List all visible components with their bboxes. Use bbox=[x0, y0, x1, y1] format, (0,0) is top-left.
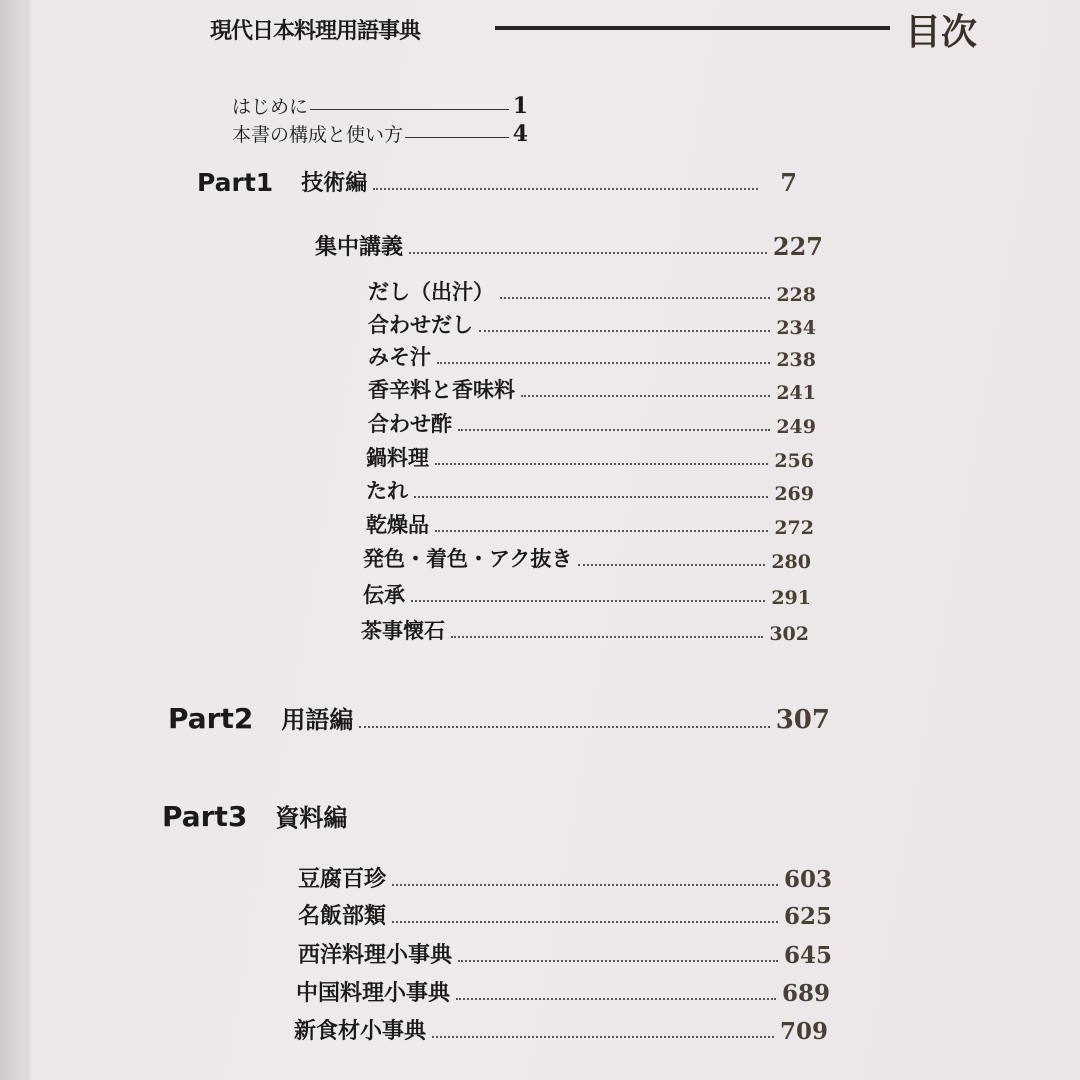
toc-part-1[interactable] bbox=[197, 166, 797, 197]
toc-label: 伝承 bbox=[363, 582, 405, 607]
toc-label: 茶事懐石 bbox=[361, 618, 445, 643]
toc-page: 7 bbox=[780, 168, 797, 197]
leader-dots bbox=[359, 726, 769, 728]
leader-dots bbox=[392, 884, 778, 886]
toc-entry[interactable] bbox=[368, 374, 816, 404]
leader-dots bbox=[435, 530, 768, 532]
toc-label: 鍋料理 bbox=[366, 445, 429, 470]
leader-dots bbox=[432, 1036, 774, 1038]
leader-dots bbox=[411, 600, 765, 602]
toc-entry[interactable] bbox=[298, 938, 832, 969]
toc-page: 280 bbox=[771, 551, 811, 573]
toc-page: 625 bbox=[783, 903, 832, 930]
leader-dots bbox=[456, 998, 776, 1000]
leader-dots bbox=[479, 330, 770, 332]
toc-page: 709 bbox=[779, 1018, 828, 1045]
leader-dots bbox=[437, 362, 770, 364]
toc-label: 西洋料理小事典 bbox=[298, 942, 453, 968]
leader-dots bbox=[578, 564, 765, 566]
toc-page: 256 bbox=[774, 450, 814, 472]
leader-dots bbox=[458, 960, 778, 962]
toc-label: 乾燥品 bbox=[366, 512, 429, 537]
toc-entry[interactable] bbox=[366, 442, 814, 472]
toc-entry[interactable] bbox=[368, 408, 816, 438]
part-label: Part3 bbox=[162, 800, 248, 833]
toc-entry[interactable] bbox=[298, 899, 832, 930]
toc-label: 香辛料と香味料 bbox=[368, 377, 515, 402]
leader-dots bbox=[409, 252, 767, 254]
toc-page: 302 bbox=[769, 623, 809, 645]
part-title: 技術編 bbox=[301, 171, 368, 196]
toc-label: みそ汁 bbox=[368, 344, 431, 369]
toc-label: たれ bbox=[366, 478, 408, 503]
leader-dots bbox=[451, 636, 763, 638]
part-title: 資料編 bbox=[275, 804, 348, 832]
toc-page: 291 bbox=[771, 587, 811, 609]
toc-entry[interactable] bbox=[298, 862, 832, 893]
leader-dots bbox=[373, 188, 758, 190]
toc-page: 238 bbox=[776, 349, 816, 371]
toc-label: 本書の構成と使い方 bbox=[232, 124, 404, 146]
toc-label: 発色・着色・アク抜き bbox=[363, 546, 573, 571]
page-gutter bbox=[0, 0, 30, 1080]
leader-dots bbox=[500, 297, 770, 299]
toc-label: 中国料理小事典 bbox=[296, 980, 451, 1006]
toc-entry[interactable] bbox=[368, 341, 816, 371]
part-title: 用語編 bbox=[281, 706, 354, 734]
toc-page: 4 bbox=[512, 121, 528, 147]
toc-entry[interactable] bbox=[361, 615, 809, 645]
toc-label: 集中講義 bbox=[315, 235, 404, 260]
toc-page: 272 bbox=[774, 517, 814, 539]
toc-page: 234 bbox=[776, 317, 816, 339]
toc-lecture[interactable] bbox=[315, 230, 823, 261]
leader-dots bbox=[521, 395, 770, 397]
toc-page: 227 bbox=[772, 232, 823, 261]
toc-label: 合わせだし bbox=[368, 312, 473, 337]
toc-entry[interactable] bbox=[363, 543, 811, 573]
leader-line bbox=[310, 109, 509, 110]
toc-label: 豆腐百珍 bbox=[298, 866, 387, 892]
toc-part-3[interactable] bbox=[162, 798, 347, 833]
toc-page: 249 bbox=[776, 416, 816, 438]
leader-dots bbox=[392, 921, 778, 923]
toc-page: 241 bbox=[776, 382, 816, 404]
toc-label: だし（出汁） bbox=[368, 279, 494, 304]
toc-page: 1 bbox=[512, 93, 528, 119]
toc-label: 名飯部類 bbox=[298, 903, 387, 929]
toc-entry[interactable] bbox=[294, 1014, 828, 1045]
leader-dots bbox=[435, 463, 768, 465]
toc-label: 新食材小事典 bbox=[294, 1018, 427, 1044]
part-label: Part1 bbox=[197, 168, 274, 197]
toc-page: 307 bbox=[775, 705, 830, 735]
toc-entry[interactable] bbox=[232, 92, 528, 119]
toc-entry[interactable] bbox=[368, 309, 816, 339]
part-label: Part2 bbox=[168, 702, 254, 735]
toc-entry[interactable] bbox=[366, 509, 814, 539]
toc-label: 合わせ酢 bbox=[368, 411, 452, 436]
toc-entry[interactable] bbox=[366, 475, 814, 505]
toc-page: 269 bbox=[774, 483, 814, 505]
toc-entry[interactable] bbox=[296, 976, 830, 1007]
toc-page: 645 bbox=[783, 942, 832, 969]
toc-entry[interactable] bbox=[368, 276, 816, 306]
header-rule bbox=[495, 26, 890, 30]
book-title: 現代日本料理用語事典 bbox=[210, 19, 421, 44]
toc-label: はじめに bbox=[232, 96, 309, 118]
toc-page: 228 bbox=[776, 284, 816, 306]
toc-page: 689 bbox=[781, 980, 830, 1007]
toc-entry[interactable] bbox=[363, 579, 811, 609]
leader-dots bbox=[458, 429, 770, 431]
toc-entry[interactable] bbox=[232, 120, 528, 147]
toc-part-2[interactable] bbox=[168, 700, 830, 735]
leader-line bbox=[405, 137, 509, 138]
toc-page: 603 bbox=[783, 866, 832, 893]
leader-dots bbox=[414, 496, 768, 498]
section-title: 目次 bbox=[905, 12, 978, 53]
